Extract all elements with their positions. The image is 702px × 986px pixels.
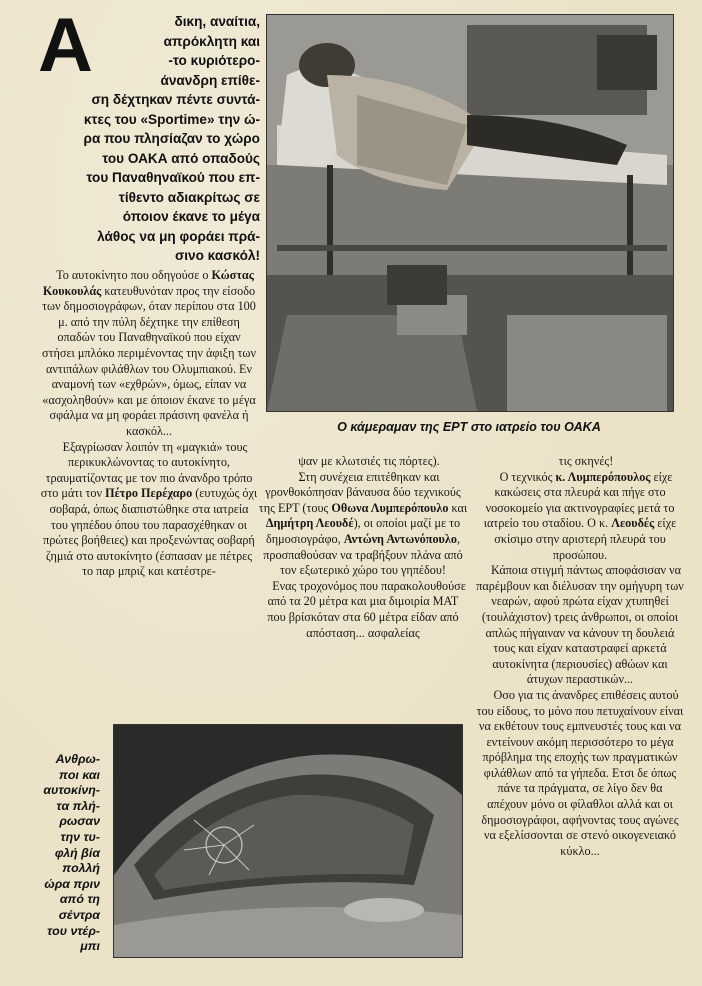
paragraph-text: Κάποια στιγμή πάντως αποφάσισαν να παρέμβουν και διέλυσαν την ομήγυρη των νεαρών, αφού πρώτα είχαν χτυπηθεί (τουλάχιστον) τρεις άνθρωποι, οι οποίοι απλώς πήγαιναν να κάνουν τη δουλειά τους και είχαν καταστραφεί αρκετά αυτοκίνητα (περιουσίες) αθώων και άτυχων περαστικών... <box>476 563 684 687</box>
article-paragraph <box>40 268 258 440</box>
article-paragraph <box>476 454 684 470</box>
intro-line: όποιον έκανε το μέγα <box>122 209 260 224</box>
paragraph-text: (ευτυχώς όχι σοβαρά, όπως διαπιστώθηκε στα ιατρεία του γηπέδου όπου του παρασχέθηκαν οι πρώτες βοήθειες) και προξενώντας σοβαρή ζημιά στο αυτοκίνητο (έσπασαν με πέτρες το παρ μπριζ και κατέστρε- <box>43 486 258 579</box>
article-column-1 <box>40 268 258 580</box>
intro-line: τίθεντο αδιακρίτως σε <box>118 189 260 205</box>
intro-line: -το κυριότερο- <box>168 53 260 68</box>
article-paragraph <box>258 454 468 470</box>
paragraph-text: είχε κακώσεις στα πλευρά και πήγε στο νοσοκομείο για ακτινογραφίες μετά το ιατρείο του σταδίου. Ο κ. <box>483 469 675 531</box>
paragraph-text: ψαν με κλωτσιές τις πόρτες). <box>298 454 440 468</box>
drop-cap: Α <box>38 3 91 88</box>
paragraph-text: Στη συνέχεια επιτέθηκαν και γρονθοκόπησαν βάναυσα δύο τεχνικούς της ΕΡΤ (τους <box>258 469 461 515</box>
paragraph-text: τις σκηνές! <box>558 454 614 468</box>
article-paragraph <box>258 579 468 641</box>
intro-line: δικη, αναίτια, <box>174 14 260 29</box>
article-column-3 <box>476 454 684 859</box>
intro-line: λάθος να μη φοράει πρά- <box>97 228 260 244</box>
paragraph-text: Το αυτοκίνητο που οδηγούσε ο <box>56 268 212 282</box>
paragraph-text: , προσπαθούσαν να τραβήξουν πλάνα από τον εξωτερικό χώρο του γηπέδου! <box>263 531 463 578</box>
paragraph-text: Οσο για τις άνανδρες επιθέσεις αυτού του είδους, το μόνο που πετυχαίνουν είναι να εκθέτουν τους εμπνευστές τους και να εντείνουν ακόμη περισσότερο το μέγα πρόβλημα της εποχής των πραγματικών φιλάθλων από τα γήπεδα. Ετσι δε όπως πάνε τα πράγματα, σε λίγο δεν θα απέχουν μόνο οι φίλαθλοι αλλά και οι δημοσιογράφοι, αφήνοντας τους αγώνες να εξελίσσονται σε στενό οικογενειακό κύκλο... <box>476 687 684 858</box>
article-paragraph <box>258 470 468 579</box>
paragraph-text: Ο τεχνικός <box>499 469 556 484</box>
person-name: Κώστας Κουκουλάς <box>42 268 254 298</box>
intro-line: άνανδρη επίθε- <box>160 72 260 88</box>
paragraph-text: ), οι οποίοι μαζί με το δημοσιογράφο, <box>265 516 461 546</box>
intro-line: ρα που πλησίαζαν το χώρο <box>83 131 260 146</box>
intro-line: του Παναθηναϊκού που επ- <box>86 170 260 185</box>
paragraph-text: είχε σκίσιμο στην αριστερή πλευρά του προσώπου. <box>494 516 677 562</box>
intro-line: απρόκλητη και <box>163 33 260 49</box>
paragraph-text: Εξαγρίωσαν λοιπόν τη «μαγκιά» τους περικυκλώνοντας το αυτοκίνητο, τραυματίζοντας με τον πιο άνανδρο τρόπο στο μάτι τον <box>40 439 253 501</box>
intro-line: κτες του «Sportime» την ώ- <box>83 111 260 127</box>
photo-cameraman-infirmary <box>266 14 674 412</box>
photo-caption-car: Ανθρω- ποι και αυτοκίνη- τα πλή- ρωσαν την τυ- φλή βία πολλή ώρα πριν από τη σέντρα του ντέρ- μπι <box>43 752 100 954</box>
article-paragraph <box>40 440 258 580</box>
intro-line: σινο κασκόλ! <box>174 248 260 263</box>
paragraph-text: κατευθυνόταν προς την είσοδο των δημοσιογράφων, όταν περίπου στα 100 μ. από την πύλη δέχτηκε την επίθεση οπαδών του Παναθηναϊκού που είχαν στήσει μπλόκο περιμένοντας την άφιξη των αντιπάλων φιλάθλων του Ολυμπιακού. Εν αναμονή των «εχθρών», όμως, είπαν να «ασχοληθούν» και με όποιον έκανε το μέγα σφάλμα να μη φοράει πράσινη φανέλα ή κασκόλ... <box>42 283 256 438</box>
article-column-2 <box>258 454 468 641</box>
photo-illustration <box>267 15 673 411</box>
article-paragraph <box>476 470 684 564</box>
article-paragraph <box>476 563 684 688</box>
article-paragraph <box>476 688 684 860</box>
paragraph-text: και <box>448 500 468 515</box>
photo-damaged-car <box>113 724 463 958</box>
intro-line: του ΟΑΚΑ από οπαδούς <box>102 150 260 166</box>
person-name: κ. Λυμπερόπουλος <box>555 469 651 484</box>
paragraph-text: Ενας τροχονόμος που παρακολουθούσε από τα 20 μέτρα και μια διμοιρία ΜΑΤ που βρίσκόταν στα 60 μέτρα είδαν από απόσταση... ασφαλείας <box>267 578 466 640</box>
intro-line: ση δέχτηκαν πέντε συντά- <box>91 92 260 107</box>
person-name: Αντώνη Αντωνόπουλο <box>343 531 457 546</box>
person-name: Πέτρο Περέχαρο <box>105 486 193 501</box>
person-name: Οθωνα Λυμπερόπουλο <box>331 500 449 515</box>
person-name: Λεουδές <box>611 516 655 531</box>
intro-block <box>38 3 260 266</box>
person-name: Δημήτρη Λεουδέ <box>265 516 354 531</box>
photo-caption: Ο κάμεραμαν της ΕΡΤ στο ιατρείο του ΟΑΚΑ <box>337 420 601 434</box>
photo-illustration <box>114 725 462 957</box>
